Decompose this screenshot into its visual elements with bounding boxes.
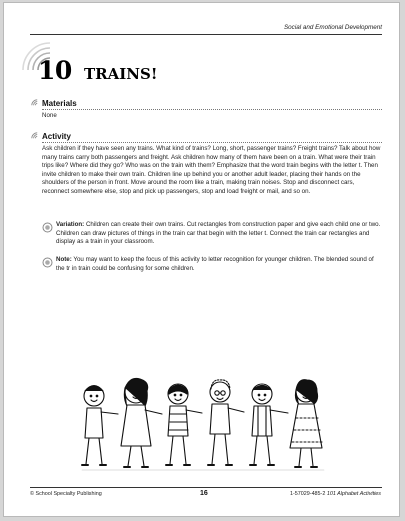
running-header: Social and Emotional Development	[283, 24, 382, 31]
footer-isbn: 1-57029-485-2	[289, 491, 326, 497]
footer-rule	[30, 487, 382, 488]
variation-label: Variation:	[56, 221, 85, 228]
activity-heading: Activity	[42, 132, 71, 141]
variation-text: Children can create their own trains. Cut rectangles from construction paper and give each child one or two. Children can draw pictures of things in the train car that begin with the letter t. Connect the train car rectangles and display as a train in your classroom.	[56, 221, 381, 246]
footer-publisher: © School Specialty Publishing	[30, 491, 102, 497]
bullet-circle-icon	[42, 257, 53, 268]
note-text: You may want to keep the focus of this activity to letter recognition for younger children. The blended sound of the tr in train could be confusing for some children.	[56, 256, 374, 272]
activity-name: TRAINS!	[84, 65, 158, 83]
sound-wave-icon	[30, 98, 39, 107]
materials-heading: Materials	[42, 99, 77, 108]
sound-wave-icon	[30, 131, 39, 140]
variation-block	[56, 221, 382, 247]
section-divider	[42, 142, 382, 143]
bullet-circle-icon	[42, 222, 53, 233]
activity-paragraph: Ask children if they have seen any trains. What kind of trains? Long, short, passenger trains? Freight trains? Talk about how many trains carry both passengers and freight. Ask children how many of them have been on a train. What were their train trips like? Where did they go? Who was on the train with them? Emphasize that the word train begins with the letter t. Then invite children to make their own train. Children line up behind you or another adult leader, placing their hands on the shoulders of the person in front. Move around the room like a train, making train noises. Stop and disconnect cars, reconnect somewhere else, stop and pick up passengers, stop and load freight or mail, and so on.	[42, 145, 381, 195]
note-label: Note:	[56, 256, 72, 263]
page-number: 16	[200, 490, 208, 497]
section-divider	[42, 109, 382, 110]
activity-number: 10	[38, 56, 72, 85]
note-block	[56, 256, 382, 273]
activity-title	[26, 48, 186, 98]
document-page	[3, 2, 400, 517]
header-rule	[30, 34, 382, 35]
footer-book-info	[290, 491, 381, 497]
children-train-illustration	[74, 358, 344, 478]
footer-book-title: 101 Alphabet Activities	[326, 491, 381, 497]
materials-value: None	[42, 112, 57, 119]
